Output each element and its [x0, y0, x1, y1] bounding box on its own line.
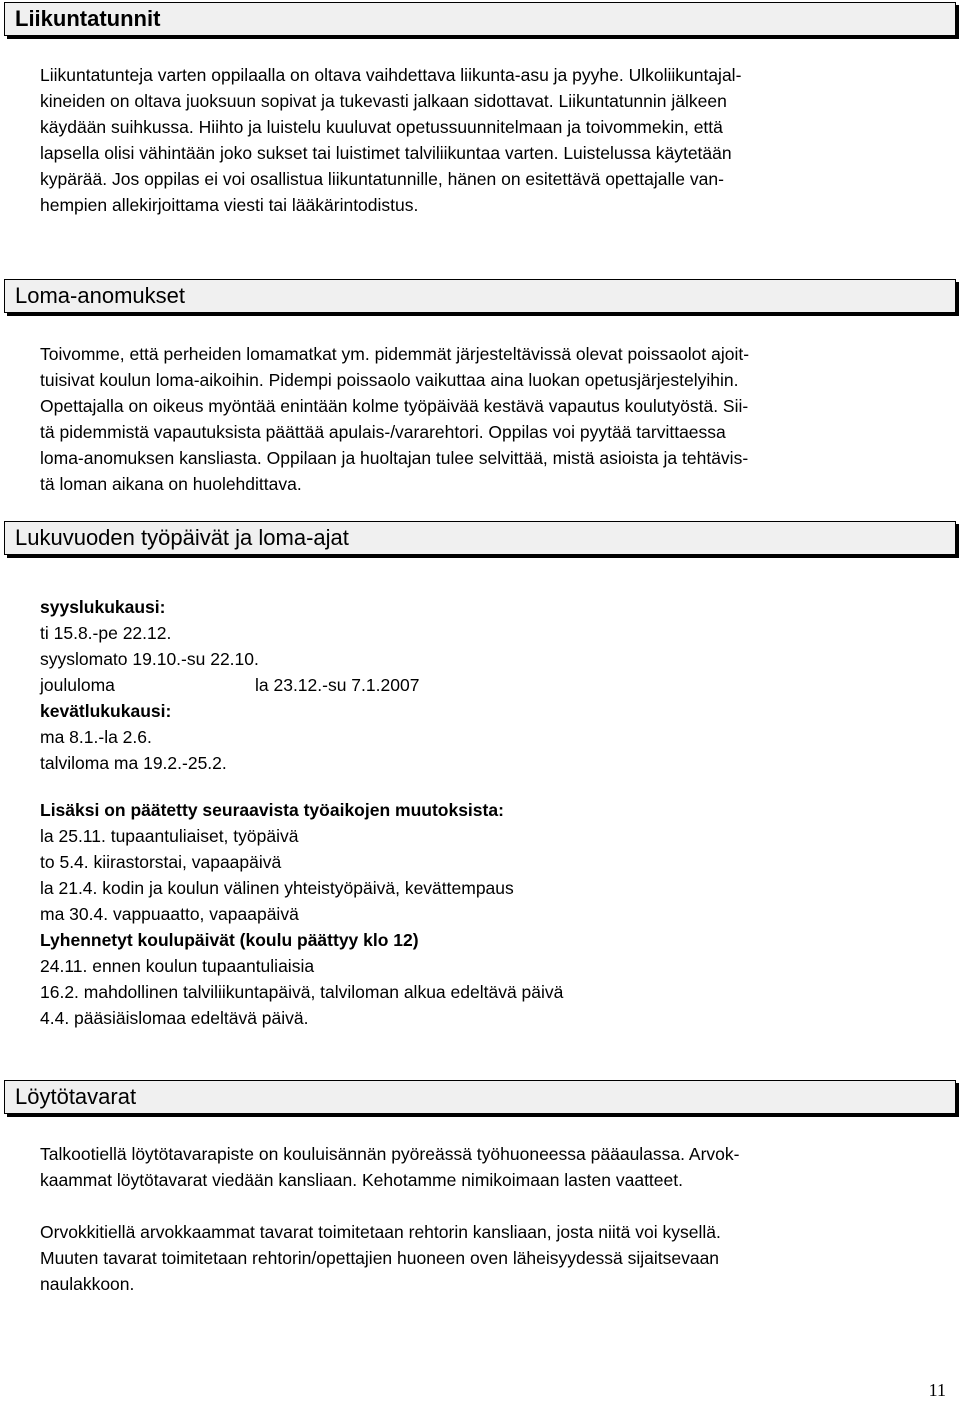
lost-found-paragraph-1 [40, 1141, 944, 1193]
christmas-label: joululoma [40, 675, 115, 695]
text-line: tuisivat koulun loma-aikoihin. Pidempi poissaolo vaikuttaa aina luokan opetusjärjestelyihin. [40, 370, 739, 390]
leave-paragraph [40, 341, 944, 497]
spring-term-range: ma 8.1.-la 2.6. [40, 727, 152, 747]
short-day-item: 16.2. mahdollinen talviliikuntapäivä, talviloman alkua edeltävä päivä [40, 982, 564, 1002]
text-line: Muuten tavarat toimitetaan rehtorin/opettajien huoneen oven läheisyydessä sijaitsevaan [40, 1248, 720, 1268]
text-line: tä loman aikana on huolehdittava. [40, 474, 302, 494]
schedule-changes [40, 797, 944, 1031]
text-line: hempien allekirjoittama viesti tai lääkärintodistus. [40, 195, 419, 215]
text-line: Opettajalla on oikeus myöntää enintään kolme työpäivää kestävä vapautus koulutyöstä. Sii- [40, 396, 749, 416]
text-line: Orvokkitiellä arvokkaammat tavarat toimitetaan rehtorin kansliaan, josta niitä voi kysellä. [40, 1222, 721, 1242]
text-line: kineiden on oltava juoksuun sopivat ja tukevasti jalkaan sidottavat. Liikuntatunnin jälkeen [40, 91, 727, 111]
text-line: Talkootiellä löytötavarapiste on kouluisännän pyöreässä työhuoneessa pääaulassa. Arvok- [40, 1144, 740, 1164]
text-line: naulakkoon. [40, 1274, 135, 1294]
text-line: loma-anomuksen kansliasta. Oppilaan ja huoltajan tulee selvittää, mistä asioista ja tehtävis- [40, 448, 749, 468]
short-days-heading: Lyhennetyt koulupäivät (koulu päättyy klo 12) [40, 930, 419, 950]
autumn-term-range: ti 15.8.-pe 22.12. [40, 623, 172, 643]
winter-break: talviloma ma 19.2.-25.2. [40, 753, 227, 773]
change-item: la 21.4. kodin ja koulun välinen yhteistyöpäivä, kevättempaus [40, 878, 514, 898]
short-day-item: 24.11. ennen koulun tupaantuliaisia [40, 956, 315, 976]
text-line: kypärää. Jos oppilas ei voi osallistua liikuntatunnille, hänen on esitettävä opettajalle van- [40, 169, 724, 189]
schedule-list [40, 594, 944, 776]
lost-found-paragraph-2 [40, 1219, 944, 1297]
section-heading-liikuntatunnit: Liikuntatunnit [4, 2, 956, 36]
sports-paragraph [40, 62, 944, 218]
change-item: ma 30.4. vappuaatto, vapaapäivä [40, 904, 299, 924]
text-line: tä pidemmistä vapautuksista päättää apulais-/vararehtori. Oppilas voi pyytää tarvittaessa [40, 422, 726, 442]
christmas-dates: la 23.12.-su 7.1.2007 [255, 675, 420, 695]
section-heading-schedule: Lukuvuoden työpäivät ja loma-ajat [4, 521, 956, 555]
autumn-break: syyslomato 19.10.-su 22.10. [40, 649, 259, 669]
spring-term-heading: kevätlukukausi: [40, 701, 172, 721]
text-line: Toivomme, että perheiden lomamatkat ym. pidemmät järjesteltävissä olevat poissaolot ajoit- [40, 344, 750, 364]
short-day-item: 4.4. pääsiäislomaa edeltävä päivä. [40, 1008, 309, 1028]
text-line: käydään suihkussa. Hiihto ja luistelu kuuluvat opetussuunnitelmaan ja toivommekin, että [40, 117, 723, 137]
section-heading-loytotavarat: Löytötavarat [4, 1080, 956, 1114]
autumn-term-heading: syyslukukausi: [40, 597, 166, 617]
page-number: 11 [928, 1380, 946, 1400]
changes-heading: Lisäksi on päätetty seuraavista työaikojen muutoksista: [40, 800, 504, 820]
change-item: to 5.4. kiirastorstai, vapaapäivä [40, 852, 282, 872]
christmas-break [40, 672, 944, 698]
text-line: lapsella olisi vähintään joko sukset tai luistimet talviliikuntaa varten. Luistelussa käytetään [40, 143, 732, 163]
text-line: kaammat löytötavarat viedään kansliaan. Kehotamme nimikoimaan lasten vaatteet. [40, 1170, 683, 1190]
section-heading-loma-anomukset: Loma-anomukset [4, 279, 956, 313]
text-line: Liikuntatunteja varten oppilaalla on oltava vaihdettava liikunta-asu ja pyyhe. Ulkoliikuntajal- [40, 65, 742, 85]
change-item: la 25.11. tupaantuliaiset, työpäivä [40, 826, 299, 846]
